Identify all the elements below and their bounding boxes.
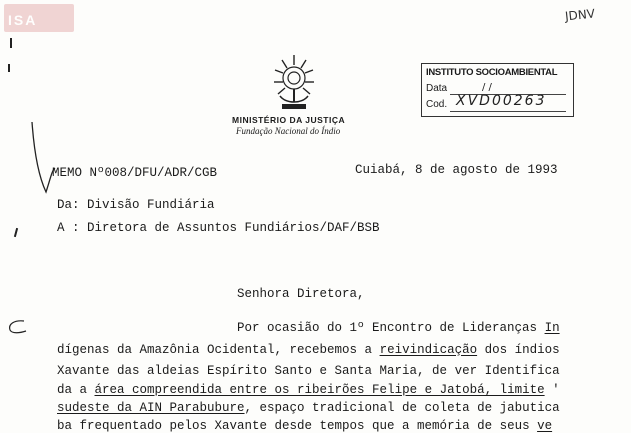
margin-mark: [10, 38, 12, 48]
stamp-code-label: Cod.: [426, 99, 448, 110]
stamp-date-label: Data: [426, 83, 448, 94]
watermark-logo: [4, 4, 74, 32]
body-line-1: Por ocasião do 1º Encontro de Lideranças In: [237, 321, 560, 335]
memo-to: A : Diretora de Assuntos Fundiários/DAF/BSB: [57, 221, 380, 235]
memo-salutation: Senhora Diretora,: [237, 287, 365, 301]
stamp-date-value: / /: [482, 82, 492, 93]
margin-mark: [8, 64, 10, 72]
handwritten-corner-mark: JDNV: [564, 6, 596, 24]
body-line-6: ba frequentado pelos Xavante desde tempos que a memória de seus ve: [57, 419, 553, 433]
margin-stroke: [28, 120, 58, 195]
memo-number: MEMO Nº008/DFU/ADR/CGB: [52, 166, 218, 180]
body-line-3: Xavante das aldeias Espírito Santo e Santa Maria, de ver Identifica: [57, 364, 560, 378]
body-line-5: sudeste da AIN Parabubure, espaço tradicional de coleta de jabutica: [57, 401, 560, 415]
brazil-coat-of-arms-icon: [270, 52, 318, 114]
stamp-title: INSTITUTO SOCIOAMBIENTAL: [426, 67, 558, 78]
margin-mark: [14, 228, 18, 237]
margin-stroke: [4, 318, 28, 336]
memo-place-date: Cuiabá, 8 de agosto de 1993: [355, 163, 558, 177]
stamp-code-value: XVD00263: [456, 93, 547, 109]
memo-from: Da: Divisão Fundiária: [57, 198, 215, 212]
watermark-text: ISA: [8, 12, 38, 28]
foundation-name: Fundação Nacional do Índio: [236, 126, 341, 136]
archive-stamp: [421, 63, 574, 117]
body-line-2: dígenas da Amazônia Ocidental, recebemos a reivindicação dos índios: [57, 343, 560, 357]
body-line-4: da a área compreendida entre os ribeirões Felipe e Jatobá, limite ': [57, 383, 560, 397]
ministry-name: MINISTÉRIO DA JUSTIÇA: [232, 115, 346, 125]
